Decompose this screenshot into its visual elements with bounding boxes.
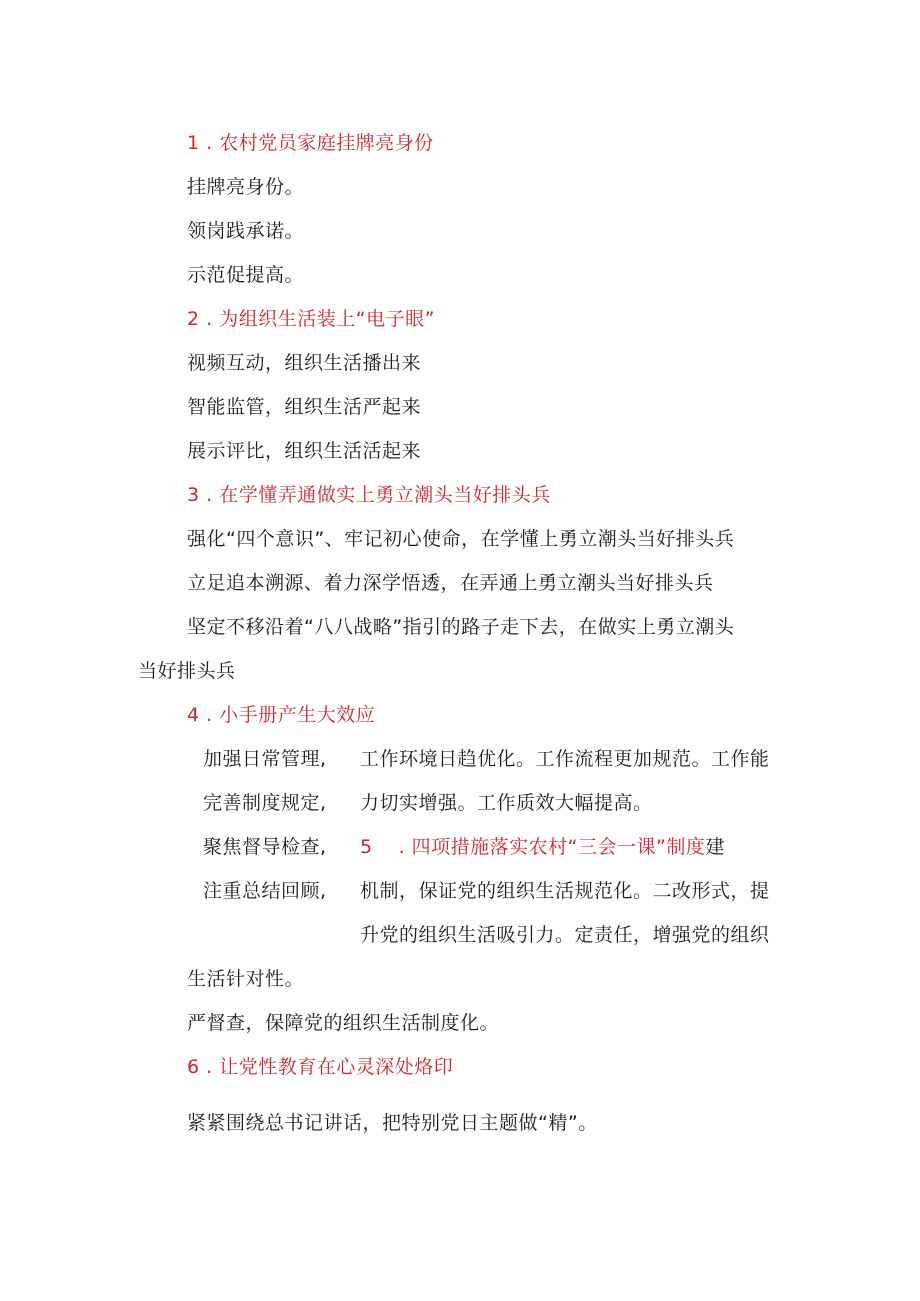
section-2-heading <box>187 306 435 332</box>
section-1-heading <box>187 130 434 156</box>
section-4-left-item-1: 加强日常管理, <box>203 748 327 770</box>
section-4-left-item-3: 聚焦督导检查, <box>203 836 327 858</box>
section-2-item-2: 智能监管，组织生活严起来 <box>187 396 422 418</box>
section-5-line-4: 生活针对性。 <box>187 968 305 990</box>
section-2-number: 2 <box>187 308 200 330</box>
section-5-line-3: 升党的组织生活吸引力。定责任，增强党的组织 <box>360 924 770 946</box>
section-5-line-2: 机制，保证党的组织生活规范化。二改形式，提 <box>360 880 770 902</box>
section-3-number: 3 <box>187 484 200 506</box>
section-5-line-5: 严督查，保障党的组织生活制度化。 <box>187 1012 500 1034</box>
section-6-title: . 让党性教育在心灵深处烙印 <box>206 1056 454 1078</box>
section-5-tail: 建 <box>705 836 725 858</box>
section-1-title: . 农村党员家庭挂牌亮身份 <box>206 132 434 154</box>
section-4-left-item-2: 完善制度规定, <box>203 792 327 814</box>
section-3-item-3: 坚定不移沿着“八八战略”指引的路子走下去，在做实上勇立潮头 <box>187 616 735 638</box>
section-2-item-1: 视频互动，组织生活播出来 <box>187 352 422 374</box>
section-6-heading <box>187 1054 453 1080</box>
section-2-title: . 为组织生活装上“电子眼” <box>206 308 435 330</box>
section-4-title: . 小手册产生大效应 <box>206 704 376 726</box>
section-6-number: 6 <box>187 1056 200 1078</box>
section-4-left-item-4: 注重总结回顾, <box>203 880 327 902</box>
section-5-number: 5 <box>360 836 373 858</box>
section-1-item-1: 挂牌亮身份。 <box>187 176 305 198</box>
section-4-right-line-1: 工作环境日趋优化。工作流程更加规范。工作能 <box>360 748 770 770</box>
section-3-item-2: 立足追本溯源、着力深学悟透，在弄通上勇立潮头当好排头兵 <box>187 572 714 594</box>
section-1-item-2: 领岗践承诺。 <box>187 220 305 242</box>
section-4-heading <box>187 702 375 728</box>
section-3-item-3-continued: 当好排头兵 <box>138 660 236 682</box>
section-5-heading <box>360 834 725 860</box>
section-2-item-3: 展示评比，组织生活活起来 <box>187 440 422 462</box>
section-1-number: 1 <box>187 132 200 154</box>
section-6-item-1: 紧紧围绕总书记讲话，把特别党日主题做“精”。 <box>187 1112 598 1134</box>
section-3-item-1: 强化“四个意识”、牢记初心使命，在学懂上勇立潮头当好排头兵 <box>187 528 735 550</box>
section-5-title: . 四项措施落实农村“三会一课”制度 <box>398 836 706 858</box>
section-3-title: . 在学懂弄通做实上勇立潮头当好排头兵 <box>206 484 551 506</box>
section-4-right-line-2: 力切实增强。工作质效大幅提高。 <box>360 792 653 814</box>
section-1-item-3: 示范促提高。 <box>187 264 305 286</box>
section-3-heading <box>187 482 551 508</box>
section-4-number: 4 <box>187 704 200 726</box>
